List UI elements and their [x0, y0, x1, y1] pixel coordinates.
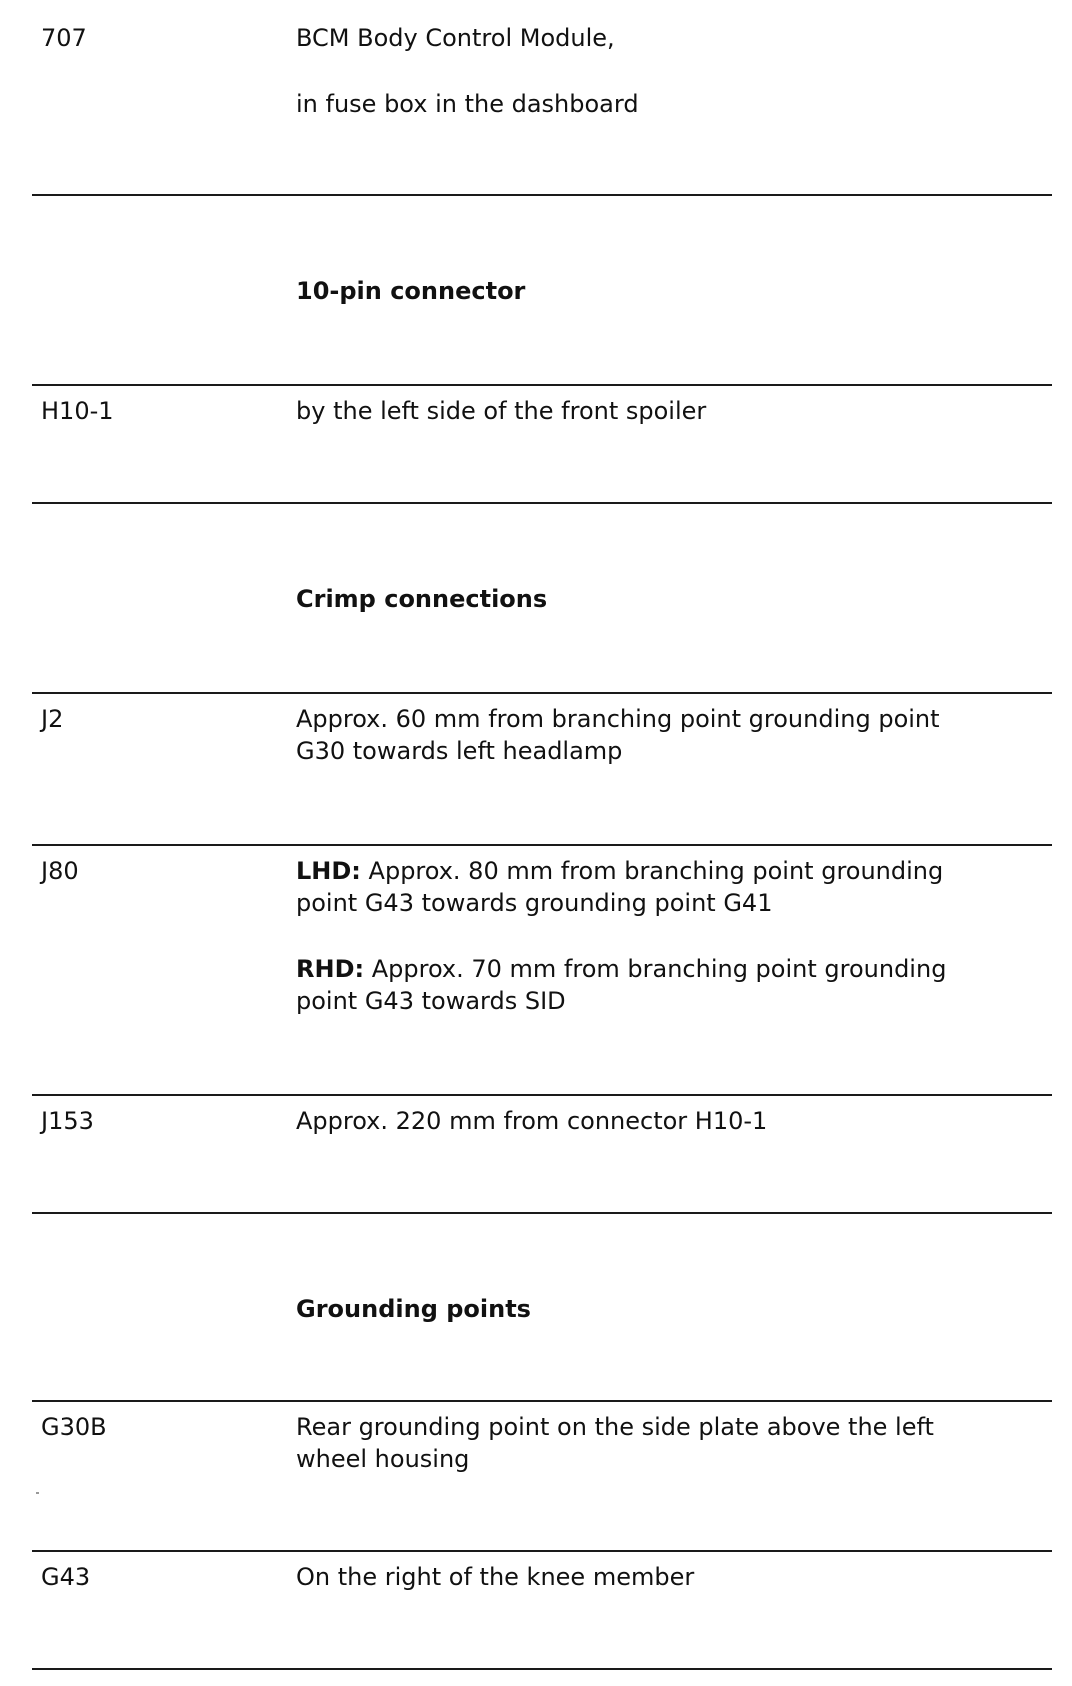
divider [32, 844, 1052, 846]
section-heading-crimp: Crimp connections [296, 585, 548, 613]
divider [32, 194, 1052, 196]
divider [32, 1212, 1052, 1214]
rhd-label: RHD: [296, 955, 365, 983]
desc-g30b-line1: Rear grounding point on the side plate above the left [296, 1413, 934, 1441]
desc-j2-line2: G30 towards left headlamp [296, 737, 623, 765]
divider [32, 1668, 1052, 1670]
scan-speck [36, 1492, 39, 1494]
divider [32, 1550, 1052, 1552]
divider [32, 1094, 1052, 1096]
desc-j80-lhd-line2: point G43 towards grounding point G41 [296, 889, 773, 917]
divider [32, 692, 1052, 694]
code-707: 707 [41, 24, 87, 52]
desc-j80-lhd-line1 [296, 855, 1056, 887]
code-g43: G43 [41, 1563, 91, 1591]
desc-j2-line1: Approx. 60 mm from branching point grounding point [296, 705, 940, 733]
lhd-text: Approx. 80 mm from branching point grounding [360, 857, 944, 885]
desc-707-line1: BCM Body Control Module, [296, 24, 615, 52]
desc-j153: Approx. 220 mm from connector H10-1 [296, 1107, 768, 1135]
divider [32, 384, 1052, 386]
section-heading-grounding: Grounding points [296, 1295, 531, 1323]
code-j80: J80 [41, 857, 79, 885]
rhd-text: Approx. 70 mm from branching point grounding [364, 955, 947, 983]
desc-g43: On the right of the knee member [296, 1563, 695, 1591]
code-j153: J153 [41, 1107, 94, 1135]
desc-j80-rhd-line2: point G43 towards SID [296, 987, 566, 1015]
desc-g30b-line2: wheel housing [296, 1445, 470, 1473]
code-h10-1: H10-1 [41, 397, 114, 425]
desc-j80-rhd-line1 [296, 953, 1056, 985]
divider [32, 502, 1052, 504]
divider [32, 1400, 1052, 1402]
desc-707-line2: in fuse box in the dashboard [296, 90, 639, 118]
lhd-label: LHD: [296, 857, 361, 885]
section-heading-connector: 10-pin connector [296, 277, 526, 305]
desc-h10-1: by the left side of the front spoiler [296, 397, 707, 425]
code-j2: J2 [41, 705, 64, 733]
code-g30b: G30B [41, 1413, 107, 1441]
